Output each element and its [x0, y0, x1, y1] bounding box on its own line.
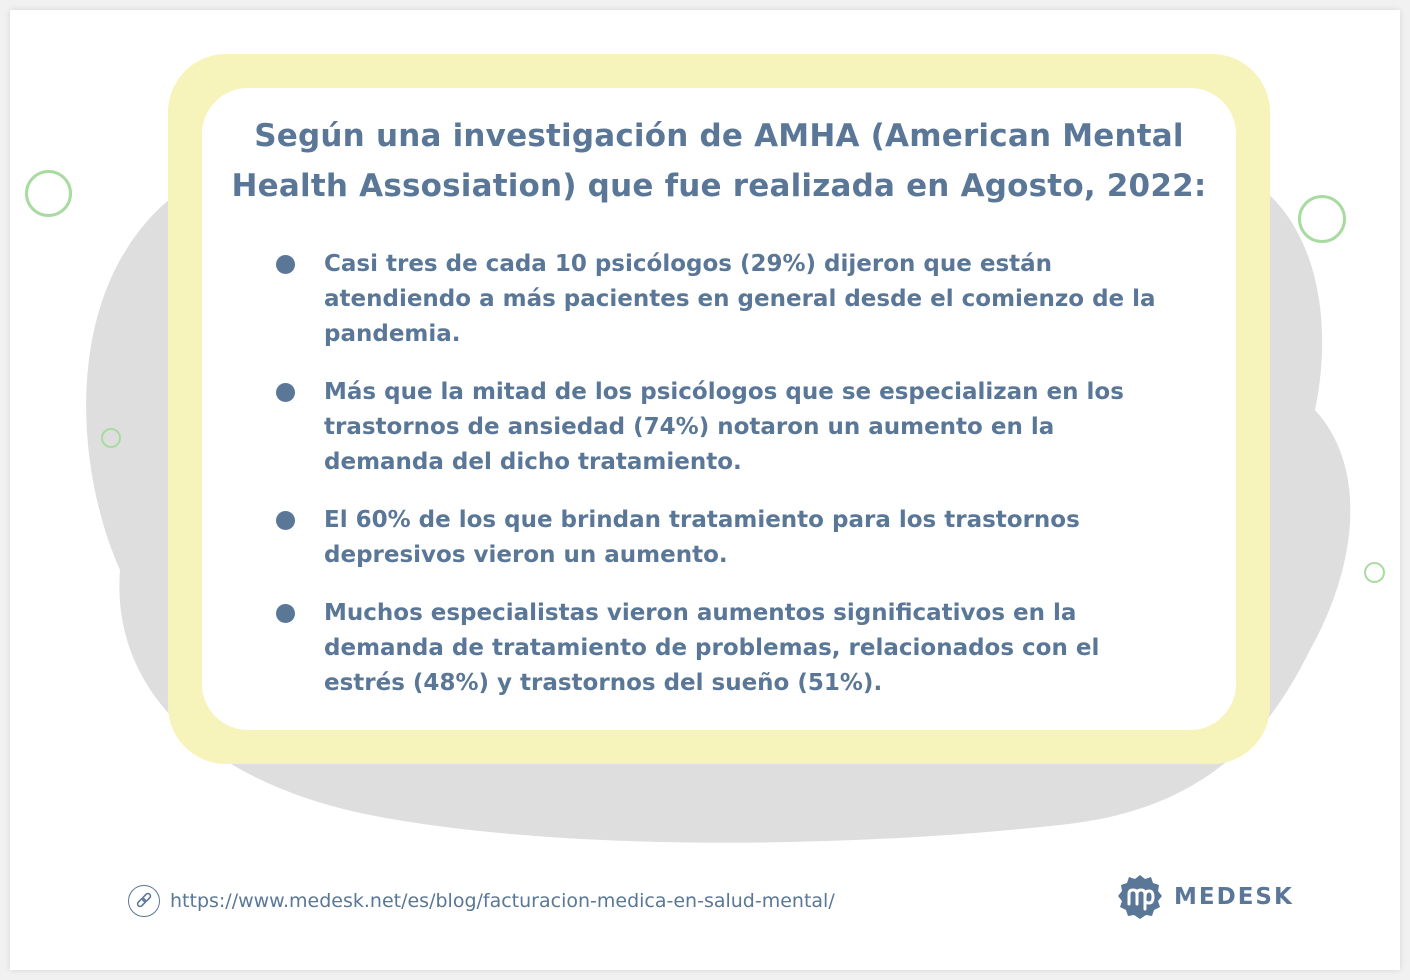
bullet-dot-icon — [276, 511, 295, 530]
bullet-dot-icon — [276, 383, 295, 402]
source-link[interactable] — [128, 883, 835, 919]
link-icon — [128, 885, 160, 917]
brand — [1116, 872, 1294, 922]
source-url[interactable]: https://www.medesk.net/es/blog/facturacion-medica-en-salud-mental/ — [170, 890, 835, 912]
decorative-circle-large-left — [25, 170, 72, 217]
infographic-title: Según una investigación de AMHA (American Mental Health Assosiation) que fue realizada en Agosto, 2022: — [231, 118, 1207, 204]
bullet-dot-icon — [276, 255, 295, 274]
decorative-circle-large-right — [1298, 195, 1346, 243]
finding-item — [274, 503, 1174, 573]
finding-item — [274, 596, 1174, 701]
brand-name: MEDESK — [1174, 884, 1294, 910]
finding-text: El 60% de los que brindan tratamiento para los trastornos depresivos vieron un aumento. — [324, 507, 1080, 568]
bullet-dot-icon — [276, 604, 295, 623]
finding-text: Muchos especialistas vieron aumentos significativos en la demanda de tratamiento de problemas, relacionados con el estrés (48%) y trastornos del sueño (51%). — [324, 600, 1100, 696]
finding-item — [274, 375, 1174, 480]
finding-text: Casi tres de cada 10 psicólogos (29%) dijeron que están atendiendo a más pacientes en general desde el comienzo de la pandemia. — [324, 251, 1156, 347]
decorative-circle-small-left — [101, 428, 121, 448]
medesk-logo-icon — [1116, 873, 1164, 921]
findings-list — [274, 247, 1174, 724]
decorative-circle-small-right — [1364, 562, 1385, 583]
finding-text: Más que la mitad de los psicólogos que se especializan en los trastornos de ansiedad (74%) notaron un aumento en la demanda del dicho tratamiento. — [324, 379, 1124, 475]
infographic — [10, 10, 1400, 970]
finding-item — [274, 247, 1174, 352]
